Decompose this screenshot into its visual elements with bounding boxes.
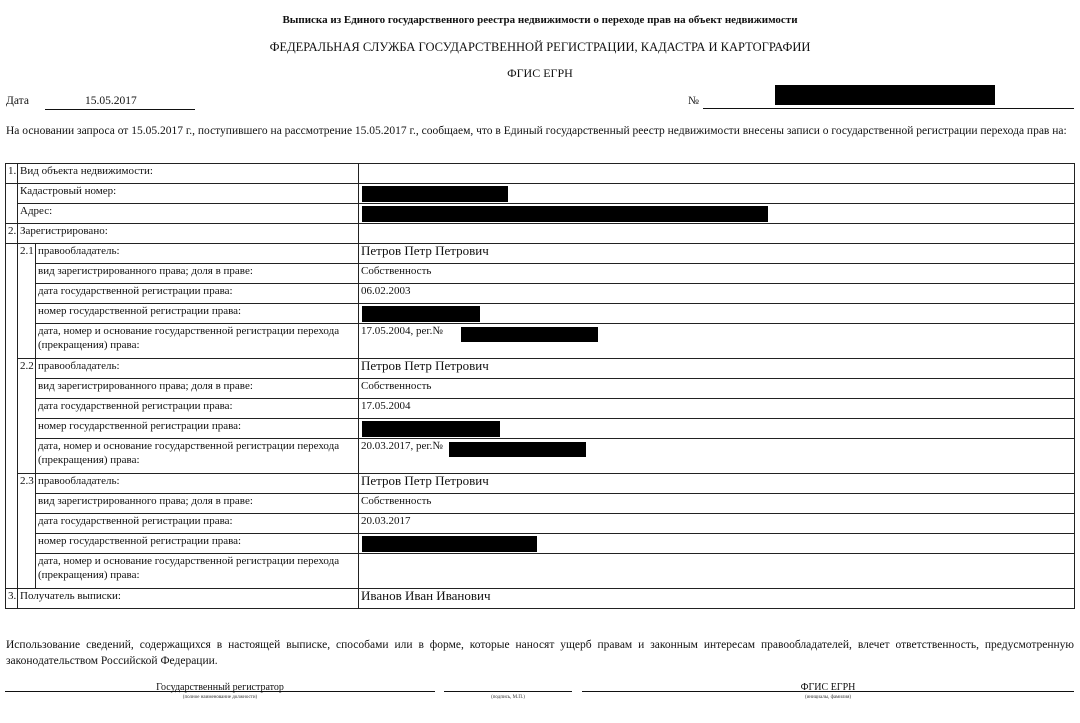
table-row (6, 324, 1075, 359)
table-row (6, 379, 1075, 399)
table-row (6, 474, 1075, 494)
object-type-label: Вид объекта недвижимости: (18, 164, 359, 184)
transfer-value: 17.05.2004, рег.№ (361, 325, 443, 337)
transfer-label: дата, номер и основание государственной регистрации перехода (прекращения) права: (36, 439, 359, 474)
table-row (6, 399, 1075, 419)
signature-line (444, 691, 572, 692)
right-type-value: Собственность (359, 264, 1075, 284)
number-field (703, 108, 1074, 109)
redacted-transfer (461, 327, 598, 342)
redacted-address (362, 206, 768, 222)
system-signature-line (582, 691, 1074, 692)
right-type-value: Собственность (359, 494, 1075, 514)
redacted-number (775, 85, 995, 105)
row-number-spacer (6, 184, 18, 224)
recipient-label: Получатель выписки: (18, 589, 359, 609)
agency-name: ФЕДЕРАЛЬНАЯ СЛУЖБА ГОСУДАРСТВЕННОЙ РЕГИСТРАЦИИ, КАДАСТРА И КАРТОГРАФИИ (269, 40, 811, 54)
table-row (6, 439, 1075, 474)
holder-value: Петров Петр Петрович (359, 244, 1075, 264)
transfer-label: дата, номер и основание государственной регистрации перехода (прекращения) права: (36, 554, 359, 589)
table-row (6, 304, 1075, 324)
reg-date-value: 17.05.2004 (359, 399, 1075, 419)
table-row (6, 419, 1075, 439)
sub-number: 2.2 (18, 359, 36, 474)
table-row (6, 494, 1075, 514)
table-row (6, 164, 1075, 184)
document-title: Выписка из Единого государственного реестра недвижимости о переходе прав на объект недвижимости (282, 14, 798, 26)
date-label: Дата (6, 95, 29, 107)
holder-label: правообладатель: (36, 359, 359, 379)
right-type-label: вид зарегистрированного права; доля в праве: (36, 264, 359, 284)
holder-value: Петров Петр Петрович (359, 474, 1075, 494)
registered-value (359, 224, 1075, 244)
table-row (6, 589, 1075, 609)
system-signature-label: ФГИС ЕГРН (800, 682, 856, 693)
table-row (6, 534, 1075, 554)
reg-date-label: дата государственной регистрации права: (36, 399, 359, 419)
number-label: № (688, 95, 699, 107)
registry-table (5, 163, 1075, 609)
redacted-reg-number (362, 306, 480, 322)
right-type-label: вид зарегистрированного права; доля в праве: (36, 379, 359, 399)
right-type-value: Собственность (359, 379, 1075, 399)
transfer-value-cell (359, 439, 1075, 474)
table-row (6, 284, 1075, 304)
redacted-reg-number (362, 421, 500, 437)
transfer-value (359, 554, 1075, 589)
reg-number-label: номер государственной регистрации права: (36, 304, 359, 324)
registrar-caption: (полное наименование должности) (182, 695, 258, 700)
reg-number-value (359, 419, 1075, 439)
redacted-transfer (449, 442, 586, 457)
reg-date-label: дата государственной регистрации права: (36, 514, 359, 534)
intro-paragraph: На основании запроса от 15.05.2017 г., поступившего на рассмотрение 15.05.2017 г., сообщаем, что в Единый государственный реестр недвижимости внесены записи о государственной регистрации перехода прав на: (6, 125, 1067, 137)
sub-number: 2.1 (18, 244, 36, 359)
registrar-line (5, 691, 435, 692)
signature-caption: (подпись, М.П.) (491, 695, 525, 700)
recipient-value: Иванов Иван Иванович (359, 589, 1075, 609)
cadastral-label: Кадастровый номер: (18, 184, 359, 204)
date-value: 15.05.2017 (85, 95, 137, 107)
reg-number-label: номер государственной регистрации права: (36, 534, 359, 554)
row-number: 2. (6, 224, 18, 244)
address-value (359, 204, 1075, 224)
holder-label: правообладатель: (36, 474, 359, 494)
reg-date-value: 20.03.2017 (359, 514, 1075, 534)
date-field (45, 95, 195, 110)
reg-number-value (359, 534, 1075, 554)
transfer-label: дата, номер и основание государственной регистрации перехода (прекращения) права: (36, 324, 359, 359)
transfer-value: 20.03.2017, рег.№ (361, 440, 443, 452)
row-number: 3. (6, 589, 18, 609)
redacted-cadastral (362, 186, 508, 202)
table-row (6, 514, 1075, 534)
table-row (6, 244, 1075, 264)
reg-date-label: дата государственной регистрации права: (36, 284, 359, 304)
object-type-value (359, 164, 1075, 184)
system-signature-caption: (инициалы, фамилия) (804, 695, 852, 700)
table-row (6, 554, 1075, 589)
table-row (6, 264, 1075, 284)
sub-number: 2.3 (18, 474, 36, 589)
table-row (6, 204, 1075, 224)
holder-label: правообладатель: (36, 244, 359, 264)
row-number-spacer (6, 244, 18, 589)
cadastral-value (359, 184, 1075, 204)
row-number: 1. (6, 164, 18, 184)
table-row (6, 184, 1075, 204)
transfer-value-cell (359, 324, 1075, 359)
registered-label: Зарегистрировано: (18, 224, 359, 244)
redacted-reg-number (362, 536, 537, 552)
reg-date-value: 06.02.2003 (359, 284, 1075, 304)
liability-notice: Использование сведений, содержащихся в настоящей выписке, способами или в форме, которые наносят ущерб правам и законным интересам правообладателей, влечет ответственность, предусмотренную законодательством Российской Федерации. (6, 639, 1074, 667)
system-name: ФГИС ЕГРН (507, 66, 573, 80)
address-label: Адрес: (18, 204, 359, 224)
right-type-label: вид зарегистрированного права; доля в праве: (36, 494, 359, 514)
reg-number-value (359, 304, 1075, 324)
table-row (6, 224, 1075, 244)
holder-value: Петров Петр Петрович (359, 359, 1075, 379)
reg-number-label: номер государственной регистрации права: (36, 419, 359, 439)
table-row (6, 359, 1075, 379)
registrar-label: Государственный регистратор (156, 682, 284, 693)
